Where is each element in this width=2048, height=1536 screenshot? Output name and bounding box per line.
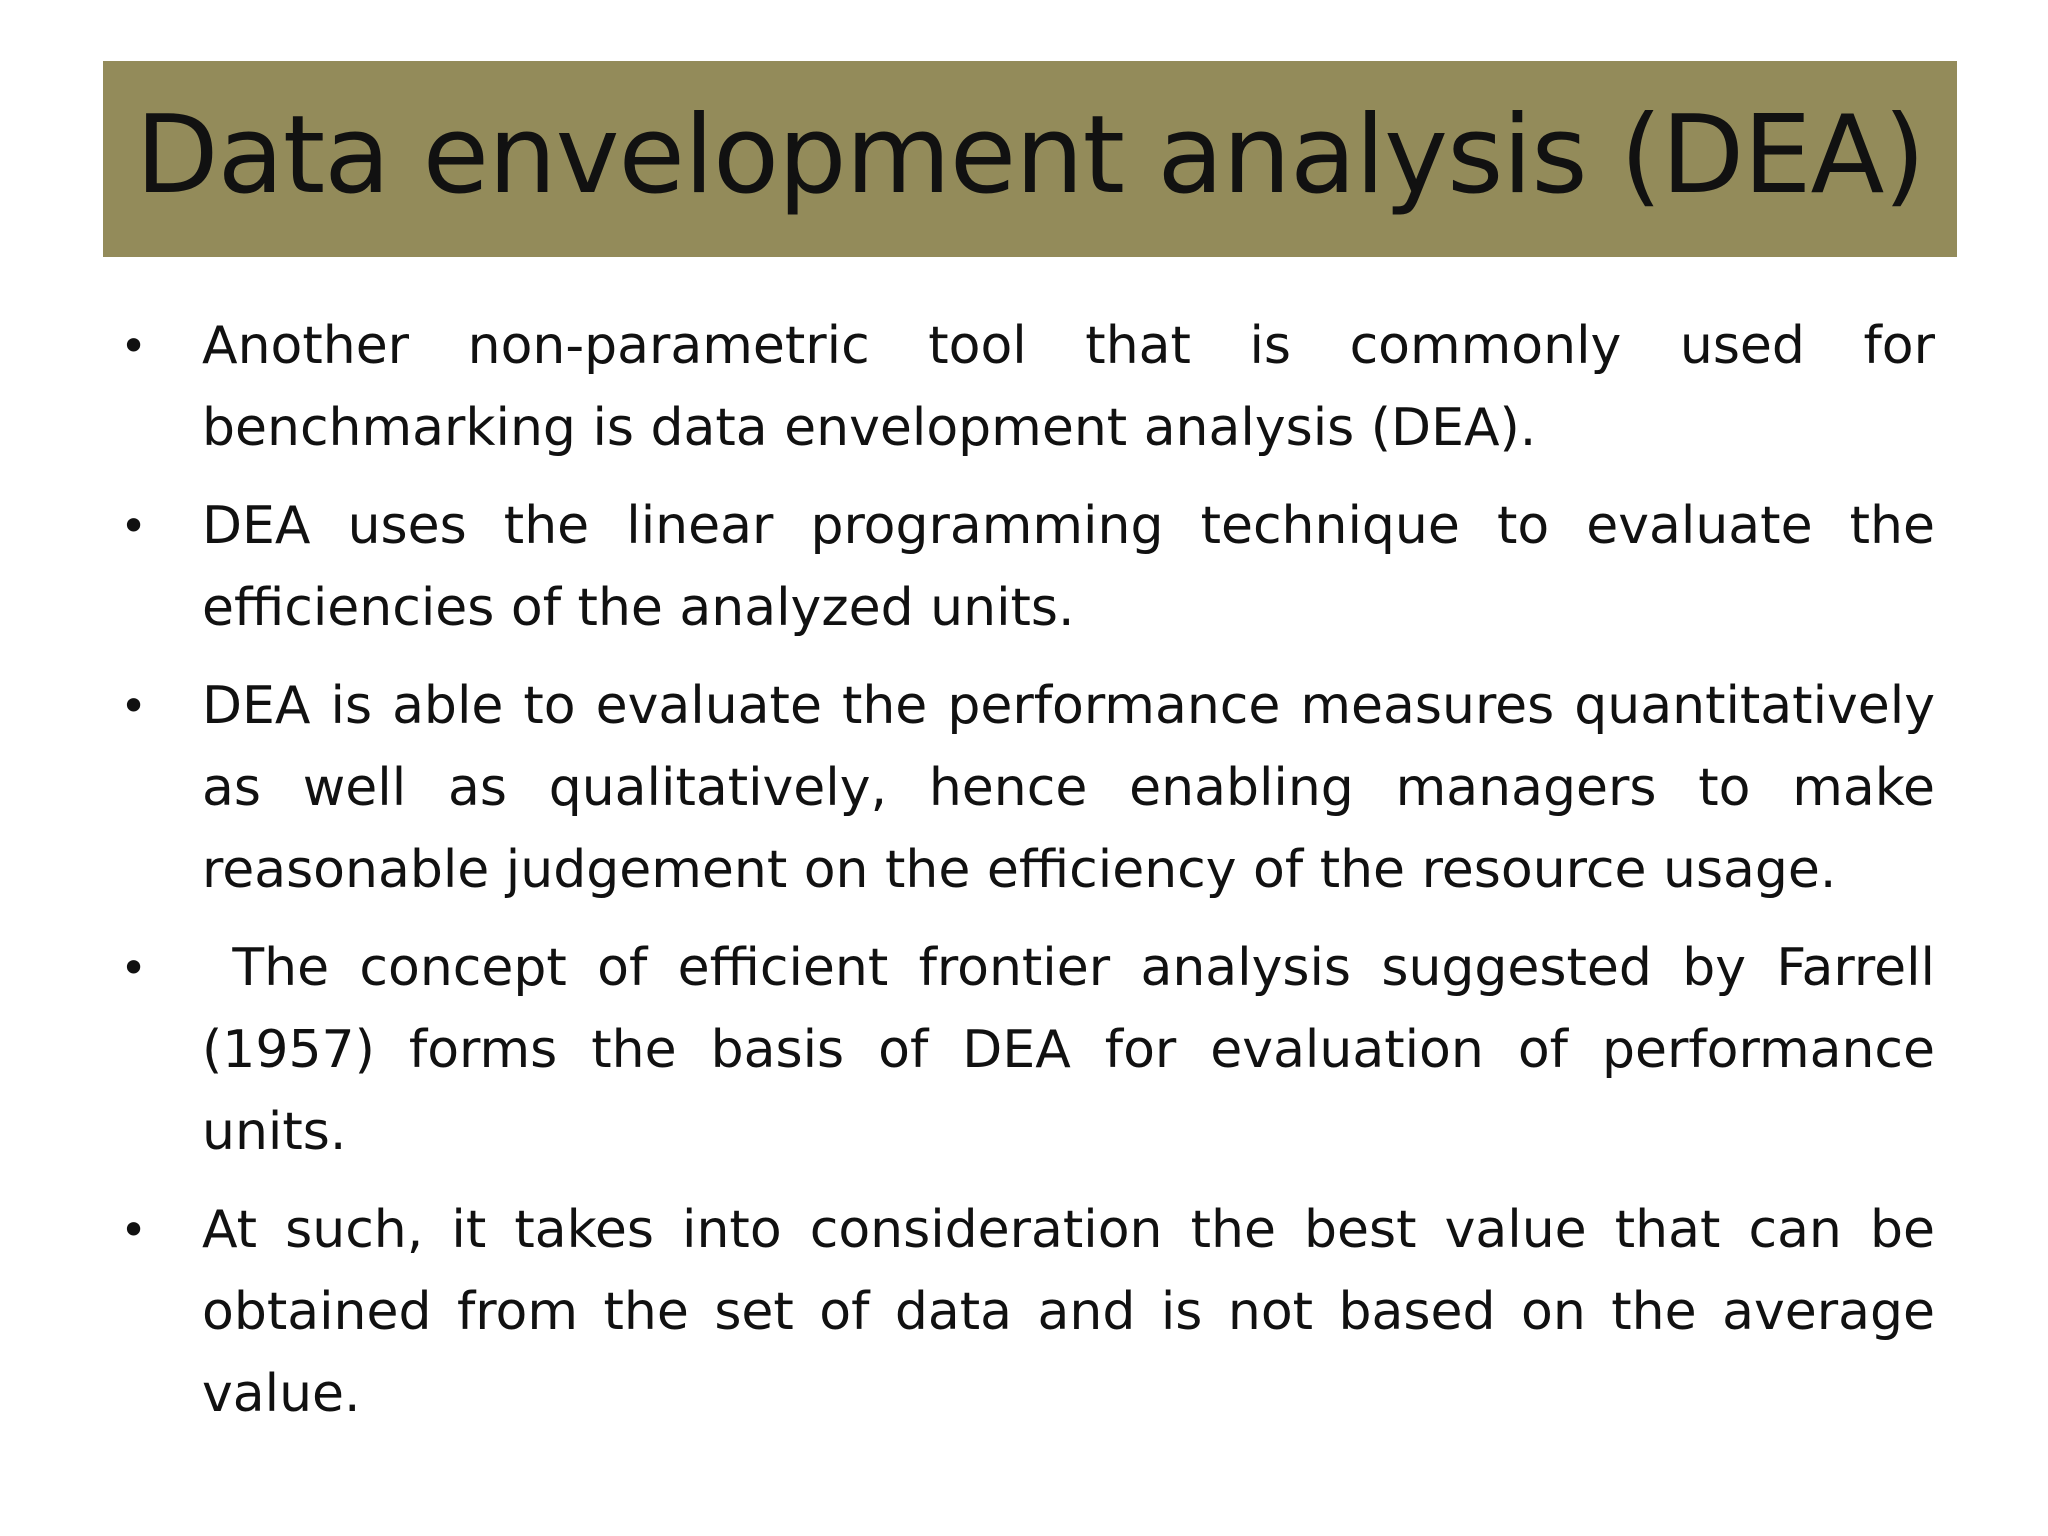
bullet-marker: • [120, 941, 148, 995]
bullet-item [120, 927, 1952, 1173]
bullet-item [120, 1189, 1935, 1435]
bullet-text: Another non-parametric tool that is commonly used for benchmarking is data envelopment analysis (DEA). [202, 316, 1935, 458]
bullet-text: DEA uses the linear programming technique to evaluate the efficiencies of the analyzed units. [202, 496, 1935, 638]
bullet-marker: • [120, 679, 148, 733]
bullet-item [120, 305, 1935, 469]
bullet-marker: • [120, 1203, 148, 1257]
bullet-marker: • [120, 319, 148, 373]
bullet-item [120, 485, 1935, 649]
bullet-text: DEA is able to evaluate the performance measures quantitatively as well as qualitatively, hence enabling managers to make reasonable judgement on the efficiency of the resource usage. [202, 676, 1935, 900]
slide-title: Data envelopment analysis (DEA) [135, 93, 1925, 218]
bullet-item [120, 665, 1935, 911]
title-band [103, 61, 1957, 257]
bullet-marker: • [120, 499, 148, 553]
bullet-text: The concept of efficient frontier analysis suggested by Farrell (1957) forms the basis of DEA for evaluation of performance units. [202, 938, 1952, 1162]
bullet-text: At such, it takes into consideration the best value that can be obtained from the set of data and is not based on the average value. [202, 1200, 1935, 1424]
bullet-list [120, 305, 1952, 1451]
